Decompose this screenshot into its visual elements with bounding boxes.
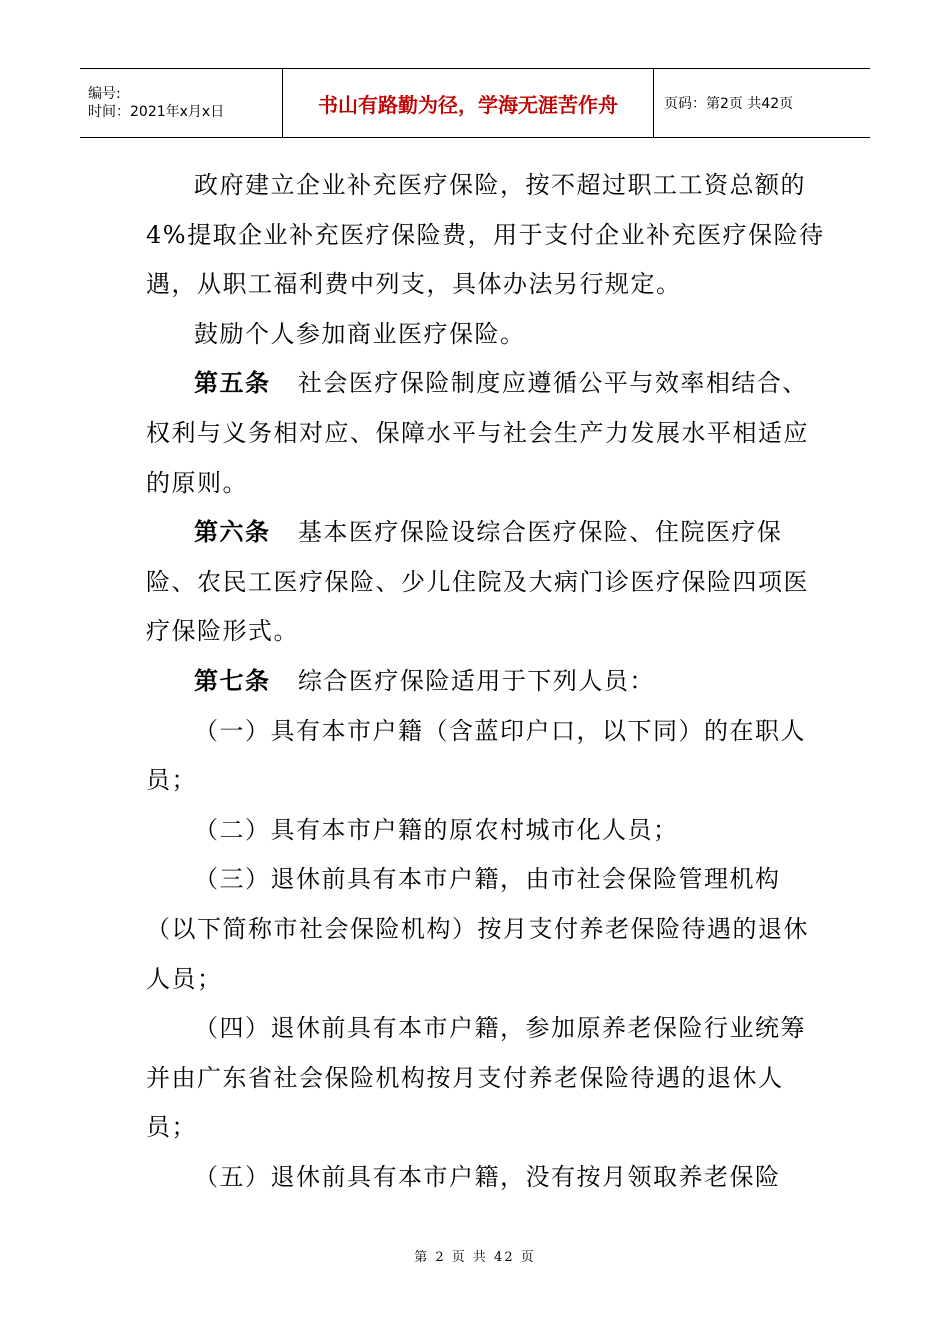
article-5: 第五条 社会医疗保险制度应遵循公平与效率相结合、权利与义务相对应、保障水平与社会生产力发展水平相适应的原则。 [146, 369, 809, 497]
document-date: 时间：2021年x月x日 [88, 104, 225, 120]
header-page-cell [654, 69, 870, 137]
paragraph: 鼓励个人参加商业医疗保险。 [194, 319, 526, 348]
paragraph: 政府建立企业补充医疗保险，按不超过职工工资总额的4%提取企业补充医疗保险费，用于支付企业补充医疗保险待遇，从职工福利费中列支，具体办法另行规定。 [146, 171, 825, 299]
article-label: 第五条 [194, 369, 271, 398]
list-item: （三）退休前具有本市户籍，由市社会保险管理机构（以下简称市社会保险机构）按月支付养老保险待遇的退休人员； [146, 865, 809, 993]
article-6: 第六条 基本医疗保险设综合医疗保险、住院医疗保险、农民工医疗保险、少儿住院及大病门诊医疗保险四项医疗保险形式。 [146, 518, 809, 646]
article-7: 第七条 综合医疗保险适用于下列人员： [194, 666, 655, 695]
article-label: 第七条 [194, 666, 271, 695]
list-item: （一）具有本市户籍（含蓝印户口，以下同）的在职人员； [146, 716, 806, 795]
page-header [80, 68, 870, 138]
page-footer: 第 2 页 共 42 页 [414, 1250, 536, 1265]
list-item: （二）具有本市户籍的原农村城市化人员； [194, 815, 679, 844]
document-body [146, 161, 826, 1202]
article-label: 第六条 [194, 518, 271, 547]
header-motto-cell [282, 69, 654, 137]
header-meta [80, 69, 282, 137]
header-page-info: 页码：第2页 共42页 [664, 96, 794, 112]
list-item: （五）退休前具有本市户籍，没有按月领取养老保险 [194, 1162, 781, 1191]
header-motto: 书山有路勤为径，学海无涯苦作舟 [318, 92, 618, 117]
list-item: （四）退休前具有本市户籍，参加原养老保险行业统筹并由广东省社会保险机构按月支付养老保险待遇的退休人员； [146, 1014, 806, 1142]
document-number-label: 编号: [88, 86, 121, 102]
